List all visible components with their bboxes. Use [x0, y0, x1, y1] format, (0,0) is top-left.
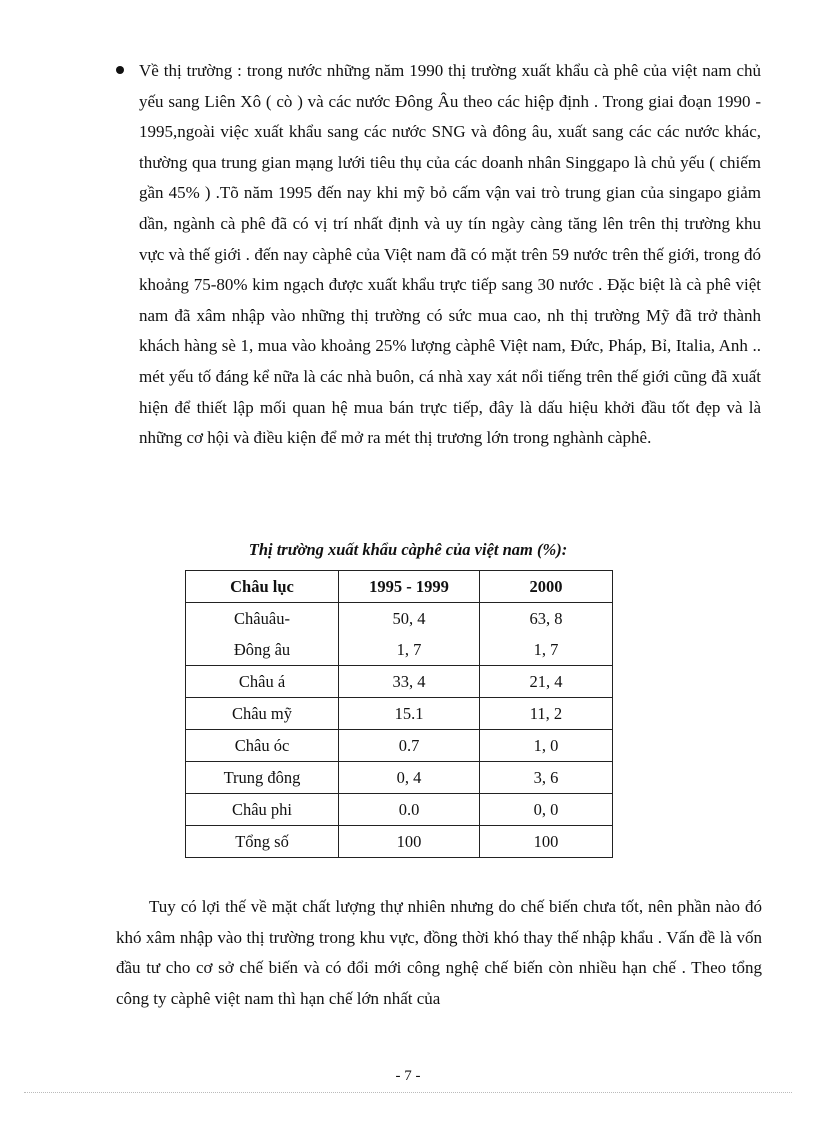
header-region: Châu lục [186, 571, 339, 603]
footer-divider [24, 1092, 792, 1093]
table-row [186, 730, 613, 762]
table-header-row [186, 571, 613, 603]
value-2000-cell: 0, 0 [480, 794, 613, 826]
value-2000-cell: 21, 4 [480, 666, 613, 698]
page-number: - 7 - [395, 1068, 421, 1084]
region-cell: Tổng số [186, 826, 339, 858]
value-1995-cell: 0, 4 [339, 762, 480, 794]
value-1995-cell: 0.7 [339, 730, 480, 762]
value-1995-cell: 0.0 [339, 794, 480, 826]
value-1995-cell: 33, 4 [339, 666, 480, 698]
value-2000: 1, 7 [533, 640, 559, 659]
table-row [186, 603, 613, 666]
header-1995-1999: 1995 - 1999 [339, 571, 480, 603]
region-cell [186, 603, 339, 666]
value-2000-cell: 11, 2 [480, 698, 613, 730]
region-cell: Châu mỹ [186, 698, 339, 730]
table-row [186, 762, 613, 794]
value-2000-cell: 1, 0 [480, 730, 613, 762]
value-1995: 1, 7 [396, 640, 422, 659]
table-row [186, 666, 613, 698]
value-1995: 50, 4 [392, 609, 426, 628]
export-market-table [185, 570, 613, 858]
value-1995-cell [339, 603, 480, 666]
value-2000: 63, 8 [529, 609, 563, 628]
table-row-total [186, 826, 613, 858]
table-row [186, 698, 613, 730]
table-title: Thị trường xuất khẩu càphê của việt nam (%): [248, 540, 568, 559]
bullet-icon [116, 66, 124, 74]
body-paragraph: Tuy có lợi thế về mặt chất lượng thự nhiên nhưng do chế biến chưa tốt, nên phần nào đó khó xâm nhập vào thị trường trong khu vực, đồng thời khó thay thế nhập khẩu . Vấn đề là vốn đầu tư cho cơ sở chế biến và có đổi mới công nghệ chế biến còn nhiều hạn chế . Theo tổng công ty càphê việt nam thì hạn chế lớn nhất của [116, 897, 762, 1008]
bullet-text: Về thị trường : trong nước những năm 1990 thị trường xuất khẩu cà phê của việt nam chủ yếu sang Liên Xô ( cò ) và các nước Đông Âu theo các hiệp định . Trong giai đoạn 1990 - 1995,ngoài việc xuất khẩu sang các nước SNG và đông âu, xuất sang các các nước khác, thường qua trung gian mạng lưới tiêu thụ của các doanh nhân Singgapo là chủ yếu ( chiếm gần 45% ) .Tõ năm 1995 đến nay khi mỹ bỏ cấm vận vai trò trung gian của singapo giảm dần, ngành cà phê đã có vị trí nhất định và uy tín ngày càng tăng lên trên thị trường khu vực và thế giới . đến nay càphê của Việt nam đã có mặt trên 59 nước trên thế giới, trong đó khoảng 75-80% kim ngạch được xuất khẩu trực tiếp sang 30 nước . Đặc biệt là cà phê việt nam đã xâm nhập vào những thị trường có sức mua cao, nh thị trường Mỹ đã trở thành khách hàng sè 1, mua vào khoảng 25% lượng càphê Việt nam, Đức, Pháp, Bỉ, Italia, Anh .. mét yếu tố đáng kể nữa là các nhà buôn, cá nhà xay xát nổi tiếng trên thế giới cũng đã xuất hiện để thiết lập mối quan hệ mua bán trực tiếp, đây là dấu hiệu khởi đầu tốt đẹp và là những cơ hội và điều kiện để mở ra mét thị trương lớn trong nghành càphê. [139, 61, 761, 448]
value-1995-cell: 100 [339, 826, 480, 858]
region-cell: Châu phi [186, 794, 339, 826]
value-2000-cell [480, 603, 613, 666]
value-2000-cell: 100 [480, 826, 613, 858]
region-cell: Trung đông [186, 762, 339, 794]
value-1995-cell: 15.1 [339, 698, 480, 730]
region-label: Đông âu [233, 640, 291, 659]
header-2000: 2000 [480, 571, 613, 603]
region-cell: Châu óc [186, 730, 339, 762]
region-label: Châuâu- [234, 609, 290, 628]
region-cell: Châu á [186, 666, 339, 698]
value-2000-cell: 3, 6 [480, 762, 613, 794]
table-row [186, 794, 613, 826]
